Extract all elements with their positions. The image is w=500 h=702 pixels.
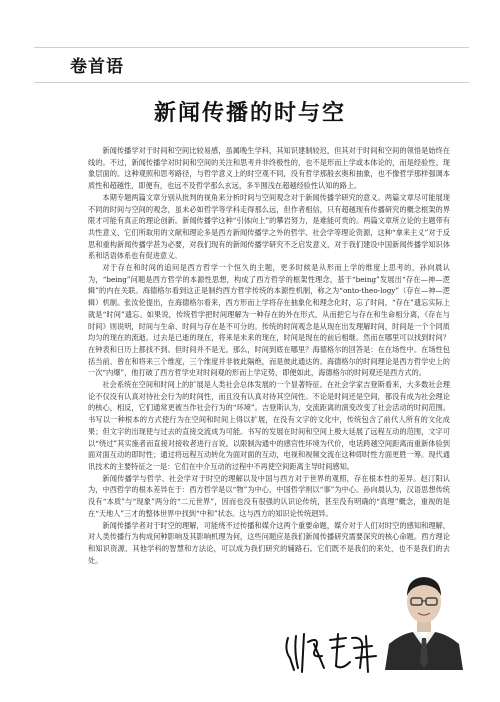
header-rule-top [34, 47, 469, 48]
paragraph: 本期专题两篇文章分别从批判的视角来分析时间与空间观念对于新闻传播学研究的意义。两篇文章尽可能展现不同的时间与空间的观念，虽未必如哲学等学科走得那么远，但作者相信，只有超越现有传播研究的概念框架的界限才可能有真正的理论创新。新闻传播学这种“引体向上”的攀岩努力，是难能可贵的。两篇文章所立论的主题带有共性意义，它们所取用的文献和理论多是西方新闻传播学之外的哲学、社会学等理论资源，这种“拿来主义”对于反思和重构新闻传播学甚为必要，对我们现有的新闻传播学研究不乏启发意义，对于我们建设中国新闻传播学知识体系和话语体系也有促进意义。 [88, 192, 450, 261]
author-portrait [383, 562, 465, 670]
article-body [88, 145, 450, 566]
paragraph: 新闻传播学对于时间和空间比较易感，虽属晚生学科，其知识建制较迟，但其对于时间和空间的领悟是始终在线的。不过，新闻传播学对时间和空间的关注和思考并非终极性的，也不是形而上学或本体论的，而是经验性、现象层面的。这种观照和思考路径，与哲学意义上的时空观不同，没有哲学那般玄奥和抽象，也不像哲学那样强调本质性和超越性，即便有，也远不及哲学那么玄远，多半囿浅在超越经验性认知的路上。 [88, 146, 450, 191]
paragraph: 对于存在和时间的追问是西方哲学一个恒久的主题，更多时候是从形而上学的维度上思考的，孙向晨认为，“being”问题是西方哲学的本源性思想，构成了西方哲学的框架性理念，基于“being”发展出“存在—神—逻辑”的内在关联。海德格尔看到这正是制约西方哲学传统的本源性机制，称之为“onto-theo-logy”（存在—神—逻辑）机制。张汝伦提出，在海德格尔看来，西方形而上学将存在抽象化和理念化时，忘了时间，“存在”遗忘实际上就是“时间”遗忘。如果说，传统哲学把时间理解为一种存在的外在形式，从而把它与存在和生命相分离，《存在与时间》则说明，时间与生命、时间与存在是不可分的。传统的时间观念是从现在出发理解时间，时间是一个个同质均匀的现在的流逝。过去是已逝的现在，将来是未来的现在，时间是现在的前后相继。然而在哪里可以找到时间？在钟表和日历上都找不到。但时间并不是无。那么，时间到底在哪里？海德格尔的回答是：在在场性中。在场性包括当前、曾在和将来三个维度，三个维度并非彼此隔绝，而是彼此通达的。海德格尔的时间理论是西方哲学史上的一次“内爆”，他打破了西方哲学史对时间观的形而上学定势，即便如此，海德格尔的时间观还是西方式的。 [88, 263, 450, 378]
section-label: 卷首语 [70, 57, 124, 77]
paragraph: 社会系统在空间和时间上的扩展是人类社会总体发展的一个显著特征。在社会学家吉登斯看来，大多数社会理论不仅没有认真对待社会行为的时间性，而且没有认真对待其空间性。不论是时间还是空间，都没有成为社会理论的核心，相反，它们通常更被当作社会行为的“环境”。吉登斯认为，交流距离的演变改变了社会活动的时间范围。书写以一种根本的方式使行为在空间和时间上得以扩展，在没有文字的文化中，传统包含了前代人所有的文化成果；但文字的出现使与过去的直接交流成为可能。书写的发展在时间和空间上极大延展了远程互动的范围，文字可以“绕过”其实施者而直接对接收者进行言说。以限制沟通中的感官性环境为代价，电话跨越空间距离而重新体验到面对面互动的即时性；通过将远程互动转化为面对面的互动，电视和视频交流在这种即时性方面更胜一筹。现代通讯技术的主要特征之一是：它们在中介互动的过程中不再使空间距离主导时间感知。 [88, 380, 450, 471]
author-signature [280, 628, 390, 676]
article-title: 新闻传播的时与空 [153, 101, 346, 126]
header-rule-bottom [34, 82, 469, 83]
paragraph: 新闻传播学者对于时空的理解，可能绕不过传播和媒介这两个重要命题，媒介对于人们对时空的感知和理解，对人类传播行为构成何种影响及其影响机理为何，这些问题应是我们新闻传播研究需要深究的核心命题。西方理论和知识资源、其他学科的智慧和方法论，可以成为我们研究的辅路石。它们既不是我们的来处，也不是我们的去处。 [88, 520, 450, 565]
paragraph: 新闻传播学与哲学、社会学对于时空的理解以及中国与西方对于世界的观照，存在根本性的差异。赵汀阳认为，中西哲学的根本差异在于：西方哲学是以“物”为中心，中国哲学则以“事”为中心。孙向晨认为，汉语思想传统没有“本质”与“现象”两分的“二元世界”，因而也没有很强的认识论传统，甚至没有明确的“真理”概念，重视的是在“天地人”三才的整体世界中找到“中和”状态。这与西方的知识论传统迥异。 [88, 473, 450, 518]
